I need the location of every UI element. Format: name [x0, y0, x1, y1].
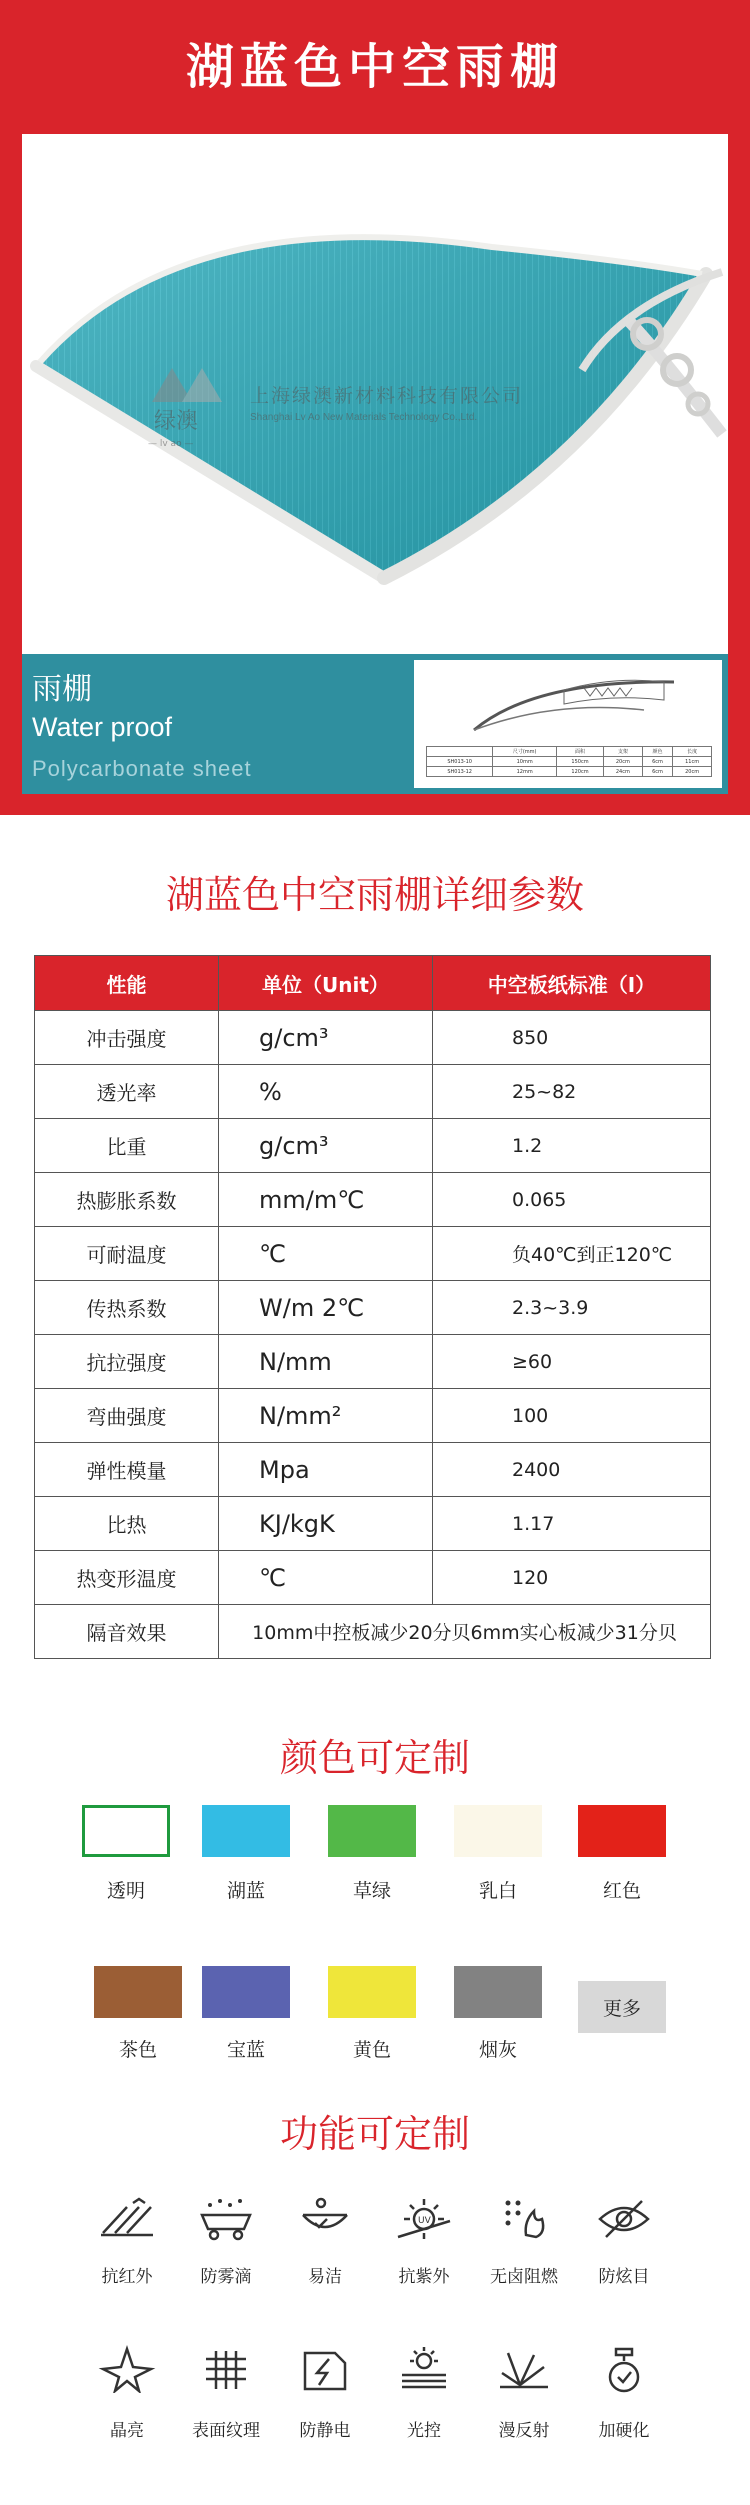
param-unit: N/mm²: [219, 1389, 433, 1443]
thumbnail-table-cell: 6cm: [642, 757, 673, 767]
thumbnail-table-cell: 长度: [673, 747, 712, 757]
param-unit: g/cm³: [219, 1119, 433, 1173]
diffuse-reflection-icon: [494, 2345, 554, 2393]
svg-text:UV: UV: [418, 2216, 431, 2226]
header-property: 性能: [35, 956, 219, 1011]
band-title-en: Water proof: [32, 712, 173, 742]
thumbnail-table-cell: [427, 747, 493, 757]
function-label: 无卤阻燃: [490, 2267, 558, 2287]
svg-text:— lv ao —: — lv ao —: [148, 439, 194, 449]
spec-thumbnail: [414, 660, 722, 788]
more-colors-button[interactable]: 更多: [578, 1981, 666, 2033]
param-name: 抗拉强度: [35, 1335, 219, 1389]
color-swatch[interactable]: [82, 1805, 170, 1857]
thumbnail-table-cell: 面积: [557, 747, 604, 757]
color-swatch[interactable]: [454, 1805, 542, 1857]
thumbnail-table-cell: 20cm: [603, 757, 642, 767]
color-swatch-label: 宝蓝: [226, 2039, 265, 2061]
easy-clean-icon: [295, 2193, 355, 2241]
color-swatch-label: 黄色: [352, 2039, 391, 2061]
color-swatch[interactable]: [328, 1805, 416, 1857]
param-unit: g/cm³: [219, 1011, 433, 1065]
thumbnail-table-row: [427, 747, 712, 757]
hero-title: 湖蓝色中空雨棚: [185, 39, 564, 95]
param-name: 可耐温度: [35, 1227, 219, 1281]
params-row: [35, 1443, 711, 1497]
param-name: 比重: [35, 1119, 219, 1173]
params-table: [34, 955, 711, 1659]
color-swatch-label: 乳白: [478, 1880, 517, 1902]
thumbnail-spec-table: [426, 746, 712, 777]
thumbnail-table-cell: 支架: [603, 747, 642, 757]
params-row: [35, 1389, 711, 1443]
params-header-row: [35, 956, 711, 1011]
params-row: [35, 1011, 711, 1065]
param-value: 2400: [433, 1443, 711, 1497]
anti-glare-icon: [594, 2193, 654, 2241]
color-swatch[interactable]: [202, 1805, 290, 1857]
color-swatch-label: 茶色: [118, 2039, 157, 2061]
thumbnail-table-cell: 150cm: [557, 757, 604, 767]
awning-illustration: [22, 134, 728, 654]
anti-infrared-icon: [97, 2193, 157, 2241]
color-swatch-label: 红色: [602, 1880, 641, 1902]
param-name: 热膨胀系数: [35, 1173, 219, 1227]
param-name: 冲击强度: [35, 1011, 219, 1065]
params-title: 湖蓝色中空雨棚详细参数: [165, 873, 584, 917]
param-value: 10mm中控板减少20分贝6mm实心板减少31分贝: [219, 1605, 711, 1659]
light-control-icon: [394, 2345, 454, 2393]
band-title-cn: 雨棚: [32, 672, 92, 707]
thumbnail-table-cell: 颜色: [642, 747, 673, 757]
param-name: 传热系数: [35, 1281, 219, 1335]
thumbnail-table-cell: SH013-12: [427, 767, 493, 777]
param-unit: mm/m℃: [219, 1173, 433, 1227]
color-swatch[interactable]: [94, 1966, 182, 2018]
param-value: 100: [433, 1389, 711, 1443]
params-row: [35, 1173, 711, 1227]
thumbnail-table-cell: 11cm: [673, 757, 712, 767]
param-value: 25~82: [433, 1065, 711, 1119]
param-value: ≥60: [433, 1335, 711, 1389]
colors-title: 颜色可定制: [279, 1736, 470, 1780]
param-unit: %: [219, 1065, 433, 1119]
params-row: [35, 1065, 711, 1119]
param-name: 热变形温度: [35, 1551, 219, 1605]
color-swatch[interactable]: [328, 1966, 416, 2018]
params-row: [35, 1497, 711, 1551]
function-label: 防雾滴: [200, 2267, 252, 2287]
function-label: 抗紫外: [398, 2267, 450, 2287]
crystal-bright-icon: [97, 2345, 157, 2393]
param-name: 弯曲强度: [35, 1389, 219, 1443]
function-label: 加硬化: [598, 2421, 650, 2441]
thumbnail-table-cell: SH013-10: [427, 757, 493, 767]
function-label: 防静电: [299, 2421, 351, 2441]
thumbnail-table-row: [427, 767, 712, 777]
param-name: 透光率: [35, 1065, 219, 1119]
param-value: 负40℃到正120℃: [433, 1227, 711, 1281]
flame-retardant-icon: [494, 2193, 554, 2241]
hardening-icon: [594, 2345, 654, 2393]
function-label: 易洁: [308, 2267, 342, 2287]
anti-fog-icon: [196, 2193, 256, 2241]
surface-texture-icon: [196, 2345, 256, 2393]
thumbnail-awning-sketch: [414, 660, 722, 746]
thumbnail-table-cell: 120cm: [557, 767, 604, 777]
param-value: 0.065: [433, 1173, 711, 1227]
header-unit: 单位（Unit）: [219, 956, 433, 1011]
param-value: 850: [433, 1011, 711, 1065]
thumbnail-table-cell: 尺寸(mm): [493, 747, 557, 757]
anti-static-icon: [295, 2345, 355, 2393]
function-label: 漫反射: [498, 2421, 550, 2441]
param-value: 2.3~3.9: [433, 1281, 711, 1335]
param-value: 1.17: [433, 1497, 711, 1551]
svg-text:绿澳: 绿澳: [154, 409, 199, 434]
param-value: 1.2: [433, 1119, 711, 1173]
color-swatch-label: 透明: [106, 1880, 145, 1902]
param-unit: KJ/kgK: [219, 1497, 433, 1551]
function-label: 晶亮: [110, 2421, 144, 2441]
function-label: 防炫目: [598, 2267, 650, 2287]
thumbnail-table-cell: 10mm: [493, 757, 557, 767]
band-subtitle-en: Polycarbonate sheet: [32, 756, 252, 781]
params-row: [35, 1335, 711, 1389]
param-unit: Mpa: [219, 1443, 433, 1497]
color-swatch-label: 草绿: [352, 1880, 391, 1902]
thumbnail-table-cell: 20cm: [673, 767, 712, 777]
header-standard: 中空板纸标准（I）: [433, 956, 711, 1011]
param-unit: N/mm: [219, 1335, 433, 1389]
param-name: 隔音效果: [35, 1605, 219, 1659]
color-swatch[interactable]: [454, 1966, 542, 2018]
params-row-soundproof: [35, 1605, 711, 1659]
function-label: 抗红外: [101, 2267, 153, 2287]
param-unit: ℃: [219, 1227, 433, 1281]
functions-title: 功能可定制: [279, 2112, 470, 2156]
params-row: [35, 1119, 711, 1173]
param-unit: ℃: [219, 1551, 433, 1605]
params-row: [35, 1281, 711, 1335]
thumbnail-table-row: [427, 757, 712, 767]
thumbnail-table-cell: 24cm: [603, 767, 642, 777]
param-unit: W/m 2℃: [219, 1281, 433, 1335]
thumbnail-table-cell: 12mm: [493, 767, 557, 777]
color-swatch-label: 湖蓝: [226, 1880, 265, 1902]
svg-text:上海绿澳新材料科技有限公司: 上海绿澳新材料科技有限公司: [250, 385, 524, 407]
hero-banner: [0, 0, 750, 815]
thumbnail-table-cell: 6cm: [642, 767, 673, 777]
color-swatch[interactable]: [202, 1966, 290, 2018]
param-value: 120: [433, 1551, 711, 1605]
product-info-band: [22, 654, 728, 794]
function-label: 表面纹理: [192, 2421, 260, 2441]
product-photo: [22, 134, 728, 794]
params-row: [35, 1227, 711, 1281]
svg-text:Shanghai Lv Ao New Materials T: Shanghai Lv Ao New Materials Technology Co.,Ltd.: [250, 412, 478, 423]
function-label: 光控: [407, 2421, 441, 2441]
color-swatch[interactable]: [578, 1805, 666, 1857]
color-swatch-label: 烟灰: [478, 2039, 517, 2061]
params-row: [35, 1551, 711, 1605]
param-name: 比热: [35, 1497, 219, 1551]
param-name: 弹性模量: [35, 1443, 219, 1497]
anti-uv-icon: [394, 2193, 454, 2241]
